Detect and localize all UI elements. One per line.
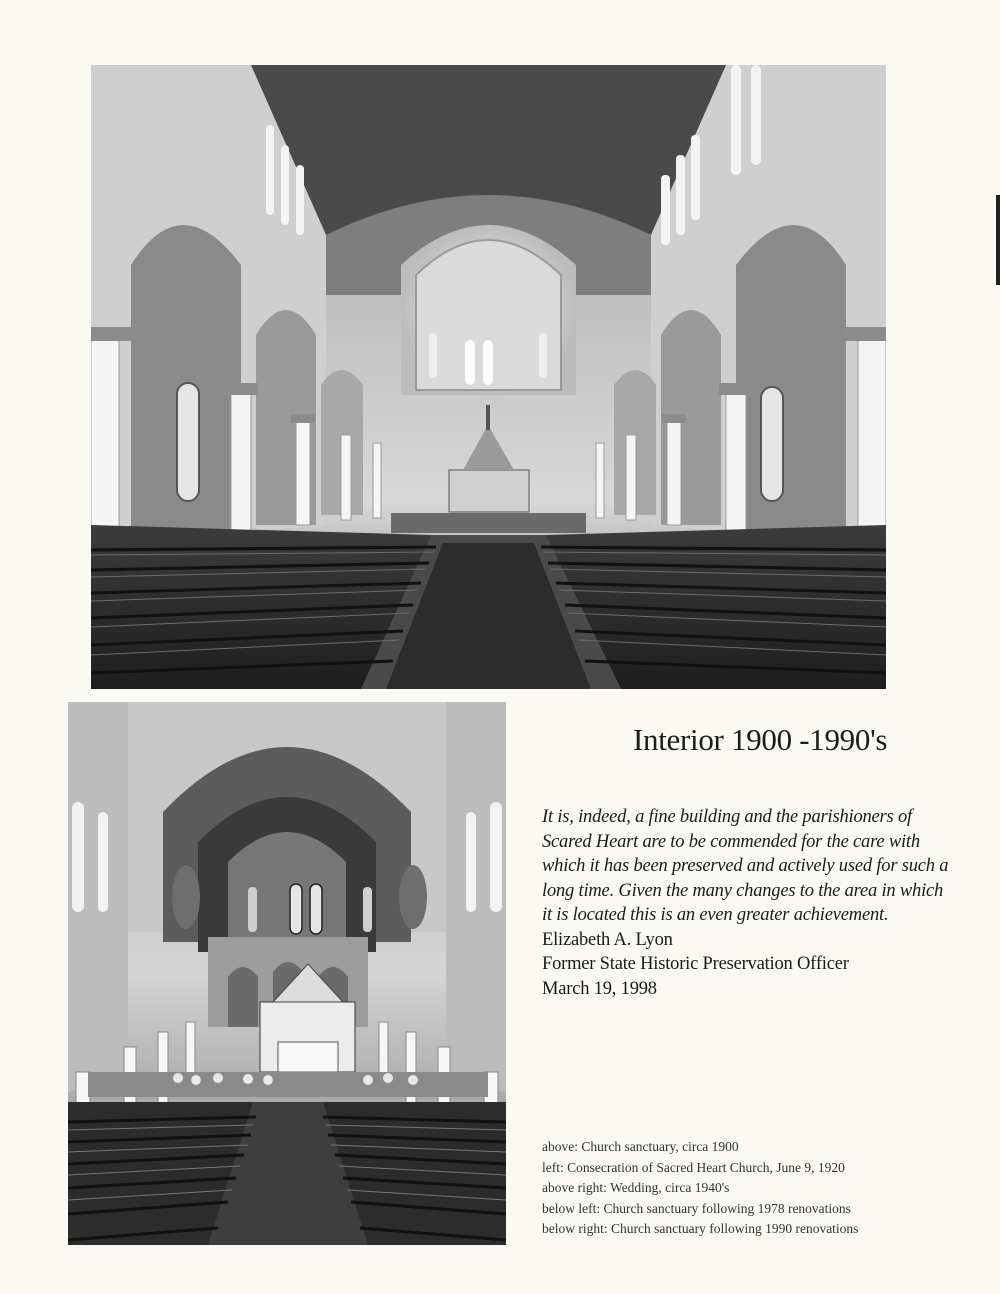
page-title: Interior 1900 -1990's (633, 722, 888, 757)
photo-church-sanctuary-1900 (91, 65, 886, 689)
photo-consecration-1920 (68, 702, 506, 1245)
caption-left: left: Consecration of Sacred Heart Church, June 9, 1920 (542, 1159, 845, 1175)
sanctuary-photo-image (91, 65, 886, 689)
page-edge-mark (996, 195, 1000, 285)
quote-author-role: Former State Historic Preservation Officer (542, 954, 849, 974)
caption-below-left: below left: Church sanctuary following 1978 renovations (542, 1200, 851, 1216)
caption-above: above: Church sanctuary, circa 1900 (542, 1139, 739, 1154)
consecration-photo-image (68, 702, 506, 1245)
caption-above-right: above right: Wedding, circa 1940's (542, 1180, 730, 1195)
quote-block (542, 805, 952, 1001)
quote-text: It is, indeed, a fine building and the parishioners of Scared Heart are to be commended for the care with which it has been preserved and actively used for such a long time. Given the many changes to the area in which it is located this is an even greater achievement. (542, 807, 949, 925)
caption-below-right: below right: Church sanctuary following 1990 renovations (542, 1221, 859, 1236)
photo-captions (542, 1137, 962, 1240)
quote-date: March 19, 1998 (542, 978, 657, 999)
quote-author: Elizabeth A. Lyon (542, 929, 673, 950)
